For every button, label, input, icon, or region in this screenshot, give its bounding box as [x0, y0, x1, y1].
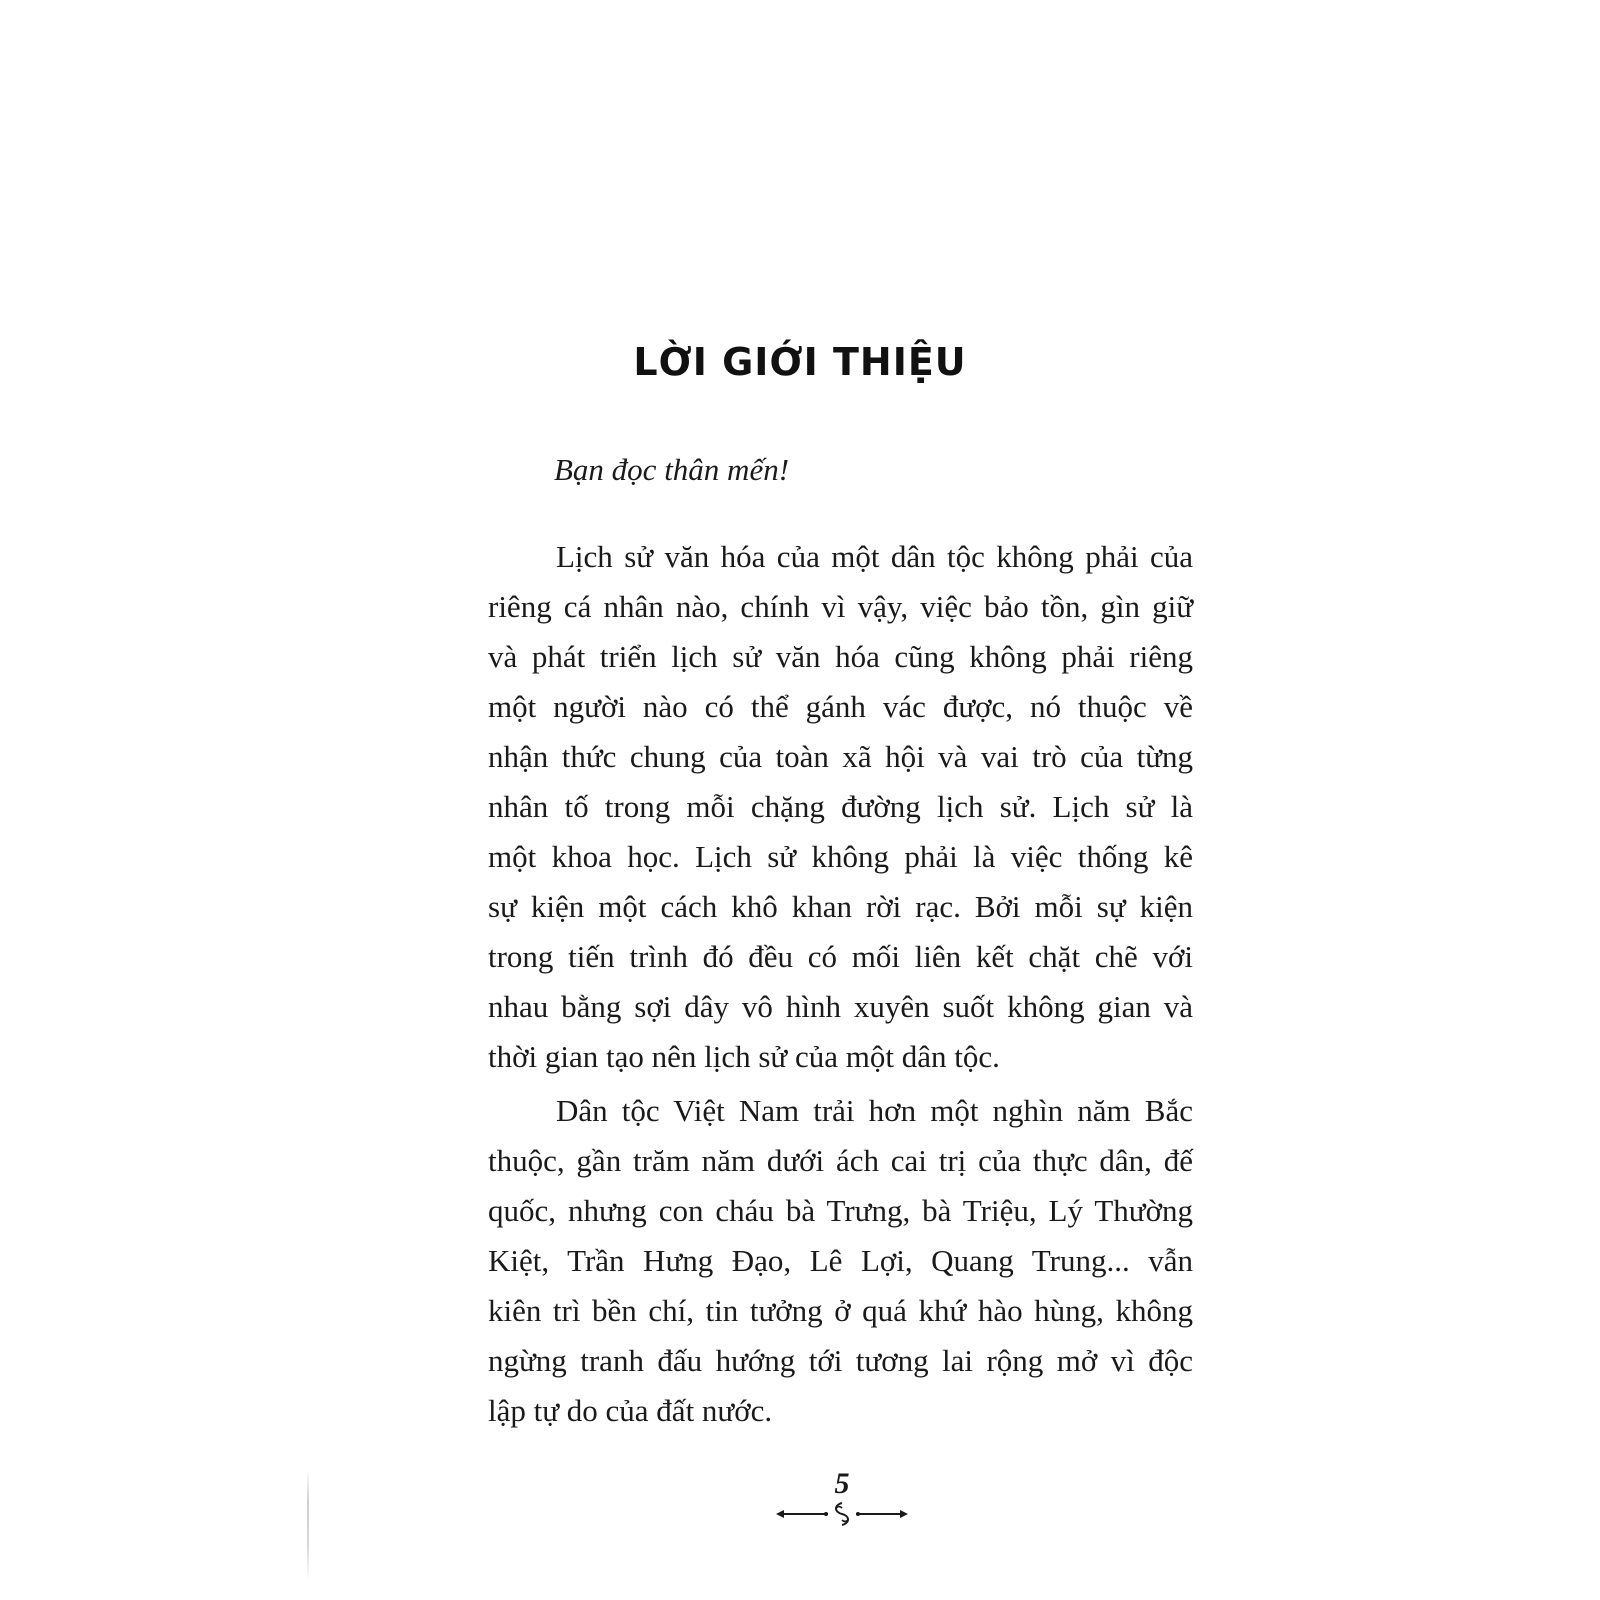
text-line: sự kiện một cách khô khan rời rạc. Bởi mỗi sự kiện — [488, 889, 1193, 924]
text-line: quốc, nhưng con cháu bà Trưng, bà Triệu, Lý Thường — [488, 1193, 1193, 1228]
text-line: một khoa học. Lịch sử không phải là việc thống kê — [488, 839, 1193, 874]
text-line: thuộc, gần trăm năm dưới ách cai trị của thực dân, đế — [488, 1143, 1193, 1178]
page-title: LỜI GIỚI THIỆU — [633, 340, 967, 384]
text-line: riêng cá nhân nào, chính vì vậy, việc bảo tồn, gìn giữ — [488, 589, 1193, 624]
text-line: kiên trì bền chí, tin tưởng ở quá khứ hào hùng, không — [488, 1293, 1193, 1328]
text-line: nhau bằng sợi dây vô hình xuyên suốt không gian và — [488, 989, 1193, 1024]
text-line: ngừng tranh đấu hướng tới tương lai rộng mở vì độc — [488, 1343, 1193, 1378]
page-number: 5 — [834, 1467, 850, 1500]
text-line: thời gian tạo nên lịch sử của một dân tộc. — [488, 1039, 1000, 1074]
text-line: lập tự do của đất nước. — [488, 1393, 773, 1428]
text-line: Dân tộc Việt Nam trải hơn một nghìn năm Bắc — [556, 1093, 1193, 1128]
greeting-line: Bạn đọc thân mến! — [554, 452, 790, 487]
text-line: Lịch sử văn hóa của một dân tộc không phải của — [556, 539, 1193, 574]
text-line: Kiệt, Trần Hưng Đạo, Lê Lợi, Quang Trung... vẫn — [488, 1243, 1193, 1278]
text-line: và phát triển lịch sử văn hóa cũng không phải riêng — [488, 639, 1193, 674]
text-line: một người nào có thể gánh vác được, nó thuộc về — [488, 689, 1193, 724]
text-line: trong tiến trình đó đều có mối liên kết chặt chẽ với — [488, 939, 1193, 974]
scan-margin-mark — [307, 1470, 309, 1580]
text-line: nhận thức chung của toàn xã hội và vai trò của từng — [488, 739, 1193, 774]
flourish-divider-icon — [776, 1500, 908, 1533]
text-line: nhân tố trong mỗi chặng đường lịch sử. Lịch sử là — [488, 789, 1193, 824]
